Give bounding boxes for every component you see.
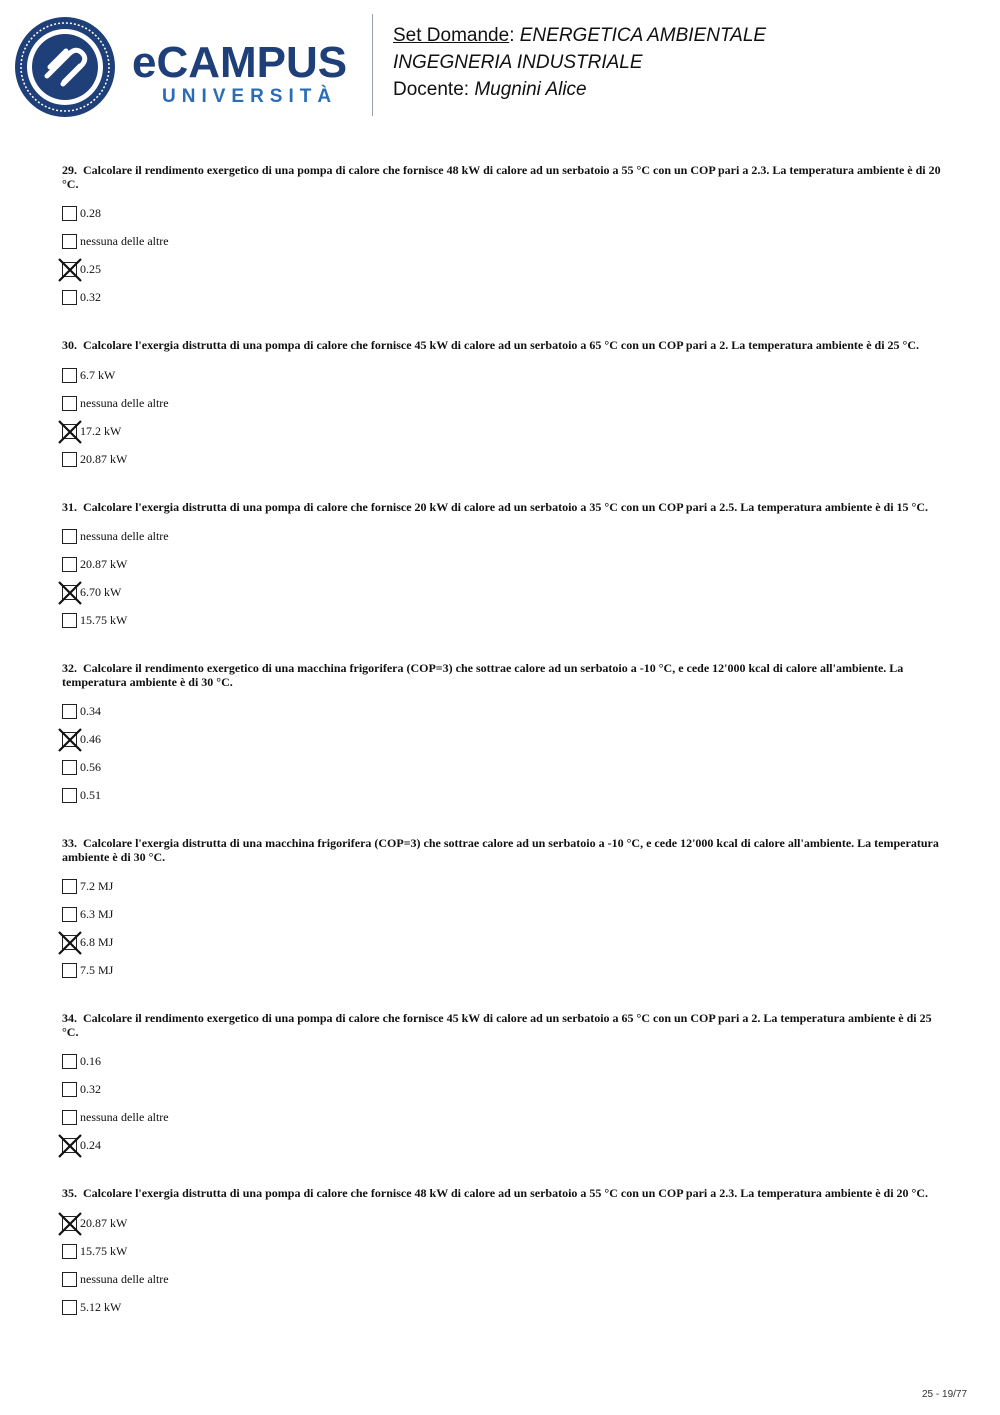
option-label: 6.7 kW [80,367,116,382]
question-list [62,164,942,1349]
question-body: Calcolare il rendimento exergetico di una pompa di calore che fornisce 48 kW di calore ad un serbatoio a 55 °C con un COP pari a 2.3. La temperatura ambiente è di 20 °C. [62,163,941,191]
answer-option[interactable] [62,204,942,232]
question-text [62,1187,942,1201]
checked-checkbox[interactable] [62,935,77,950]
checkbox[interactable] [62,1110,77,1125]
logo-subtext: UNIVERSITÀ [162,86,338,107]
answer-option[interactable] [62,933,942,961]
answer-option[interactable] [62,394,942,422]
answer-option[interactable] [62,260,942,288]
checkbox[interactable] [62,879,77,894]
checked-checkbox[interactable] [62,732,77,747]
checkbox[interactable] [62,760,77,775]
option-label: 7.5 MJ [80,963,114,977]
option-label: 0.32 [80,290,101,304]
checked-checkbox[interactable] [62,585,77,600]
checkbox[interactable] [62,788,77,803]
question-number: 31. [62,499,77,514]
option-list [62,1052,942,1164]
set-title: ENERGETICA AMBIENTALE [519,25,767,46]
option-label: 20.87 kW [80,1215,128,1230]
option-label: 15.75 kW [80,1243,128,1258]
question-item [62,501,942,640]
answer-option[interactable] [62,555,942,583]
answer-option[interactable] [62,1136,942,1164]
checkbox[interactable] [62,613,77,628]
question-text [62,662,942,689]
option-label: 6.70 kW [80,585,122,599]
option-label: 0.51 [80,788,101,802]
option-list [62,1214,942,1326]
logo-text: eCAMPUS [132,38,348,87]
option-label: 7.2 MJ [80,879,114,893]
option-label: nessuna delle altre [80,234,169,248]
answer-option[interactable] [62,758,942,786]
option-label: 0.16 [80,1054,101,1068]
checkbox[interactable] [62,963,77,978]
page-header [0,0,1000,130]
option-label: 0.56 [80,760,101,774]
question-body: Calcolare l'exergia distrutta di una pompa di calore che fornisce 20 kW di calore ad un serbatoio a 35 °C con un COP pari a 2.5. La temperatura ambiente è di 15 °C. [83,499,929,514]
answer-option[interactable] [62,422,942,450]
question-number: 30. [62,338,77,352]
answer-option[interactable] [62,527,942,555]
question-number: 35. [62,1186,77,1200]
answer-option[interactable] [62,730,942,758]
answer-option[interactable] [62,786,942,814]
answer-option[interactable] [62,905,942,933]
answer-option[interactable] [62,232,942,260]
question-number: 34. [62,1011,77,1025]
option-label: 20.87 kW [80,557,128,571]
answer-option[interactable] [62,1214,942,1242]
answer-option[interactable] [62,450,942,478]
option-list [62,204,942,316]
answer-option[interactable] [62,1108,942,1136]
question-body: Calcolare il rendimento exergetico di una pompa di calore che fornisce 45 kW di calore ad un serbatoio a 65 °C con un COP pari a 2. La temperatura ambiente è di 25 °C. [62,1011,932,1039]
set-label: Set Domande [393,25,510,46]
option-list [62,877,942,989]
checked-checkbox[interactable] [62,1216,77,1231]
option-list [62,702,942,814]
question-text [62,837,942,864]
page-number: 25 - 19/77 [922,1389,968,1400]
answer-option[interactable] [62,1242,942,1270]
course-line [393,49,766,76]
answer-option[interactable] [62,1270,942,1298]
question-body: Calcolare l'exergia distrutta di una pompa di calore che fornisce 45 kW di calore ad un serbatoio a 65 °C con un COP pari a 2. La temperatura ambiente è di 25 °C. [83,338,920,352]
checkbox[interactable] [62,1082,77,1097]
checkbox[interactable] [62,1054,77,1069]
question-number: 29. [62,163,77,177]
option-label: 15.75 kW [80,613,128,627]
answer-option[interactable] [62,1052,942,1080]
checkbox[interactable] [62,1300,77,1315]
checkbox[interactable] [62,907,77,922]
question-item [62,1012,942,1164]
question-item [62,164,942,316]
checkbox[interactable] [62,396,77,411]
question-text [62,1012,942,1039]
checked-checkbox[interactable] [62,1138,77,1153]
checkbox[interactable] [62,704,77,719]
question-body: Calcolare l'exergia distrutta di una pompa di calore che fornisce 48 kW di calore ad un serbatoio a 55 °C con un COP pari a 2.3. La temperatura ambiente è di 20 °C. [83,1186,929,1200]
question-text [62,339,942,353]
answer-option[interactable] [62,366,942,394]
option-label: nessuna delle altre [80,1271,169,1286]
question-number: 33. [62,836,77,850]
checkbox[interactable] [62,290,77,305]
question-number: 32. [62,661,77,675]
option-label: 5.12 kW [80,1299,122,1314]
checked-checkbox[interactable] [62,424,77,439]
option-label: 17.2 kW [80,423,122,438]
option-label: nessuna delle altre [80,395,169,410]
question-item [62,339,942,478]
question-body: Calcolare l'exergia distrutta di una macchina frigorifera (COP=3) che sottrae calore ad un serbatoio a -10 °C, e cede 12'000 kcal di calore all'ambiente. La temperatura ambiente è di 30 °C. [62,836,939,864]
checkbox[interactable] [62,206,77,221]
option-label: nessuna delle altre [80,529,169,543]
answer-option[interactable] [62,961,942,989]
answer-option[interactable] [62,583,942,611]
option-label: 0.46 [80,732,101,746]
header-info [393,22,766,103]
checked-checkbox[interactable] [62,262,77,277]
question-body: Calcolare il rendimento exergetico di una macchina frigorifera (COP=3) che sottrae calore ad un serbatoio a -10 °C, e cede 12'000 kcal di calore all'ambiente. La temperatura ambiente è di 30 °C. [62,661,904,689]
option-label: nessuna delle altre [80,1110,169,1124]
ecampus-seal-logo [14,16,116,118]
option-list [62,366,942,478]
course-name: INGEGNERIA INDUSTRIALE [393,52,643,73]
option-list [62,527,942,639]
option-label: 0.32 [80,1082,101,1096]
set-title-line: Set Domande: ENERGETICA AMBIENTALE [393,25,767,46]
checkbox[interactable] [62,1244,77,1259]
option-label: 0.28 [80,206,101,220]
option-label: 6.8 MJ [80,935,114,949]
checkbox[interactable] [62,1272,77,1287]
option-label: 6.3 MJ [80,907,114,921]
question-item [62,662,942,814]
answer-option[interactable] [62,1080,942,1108]
teacher-name: Mugnini Alice [474,79,587,100]
answer-option[interactable] [62,288,942,316]
checkbox[interactable] [62,529,77,544]
checkbox[interactable] [62,368,77,383]
question-item [62,1187,942,1326]
question-item [62,837,942,989]
option-label: 0.25 [80,262,101,276]
question-text [62,164,942,191]
answer-option[interactable] [62,1298,942,1326]
option-label: 0.34 [80,704,101,718]
checkbox[interactable] [62,452,77,467]
teacher-line [393,76,766,103]
teacher-label: Docente: [393,79,470,100]
answer-option[interactable] [62,611,942,639]
answer-option[interactable] [62,702,942,730]
checkbox[interactable] [62,557,77,572]
header-divider [372,14,373,116]
ecampus-wordmark [132,40,347,108]
question-text [62,501,942,515]
option-label: 20.87 kW [80,451,128,466]
checkbox[interactable] [62,234,77,249]
answer-option[interactable] [62,877,942,905]
option-label: 0.24 [80,1138,101,1152]
